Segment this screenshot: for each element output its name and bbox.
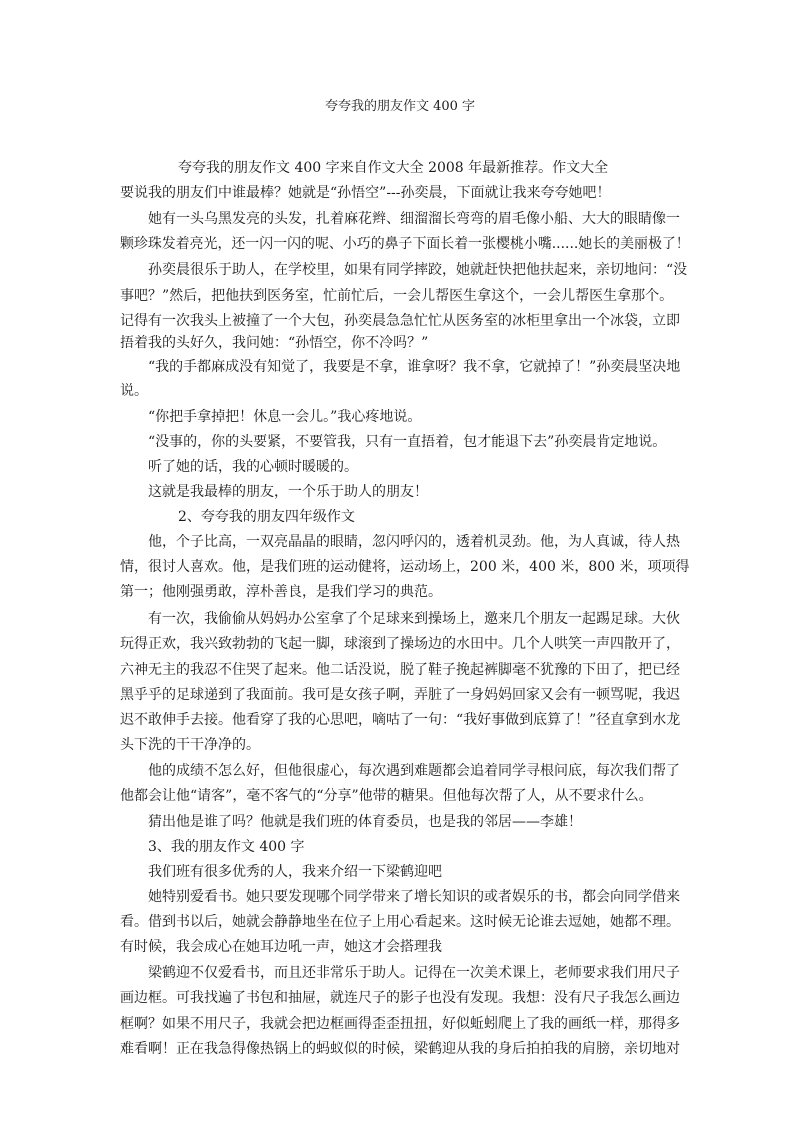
text-line: 猜出他是谁了吗？他就是我们班的体育委员，也是我的邻居——李雄！ (148, 814, 582, 830)
text-line: 捂着我的头好久，我问她：“孙悟空，你不冷吗？” (120, 335, 429, 351)
text-line: 有一次，我偷偷从妈妈办公室拿了个足球来到操场上，邀来几个朋友一起踢足球。大伙 (148, 611, 680, 627)
text-line: 难看啊！正在我急得像热锅上的蚂蚁似的时候，梁鹤迎从我的身后拍拍我的肩膀，亲切地对 (120, 1041, 680, 1057)
text-line: 夸夸我的朋友作文 400 字来自作文大全 2008 年最新推荐。作文大全 (178, 160, 609, 176)
text-line: 记得有一次我头上被撞了一个大包，孙奕晨急急忙忙从医务室的冰柜里拿出一个冰袋，立即 (120, 313, 680, 329)
text-line: 有时候，我会成心在她耳边吼一声，她这才会搭理我 (120, 939, 442, 955)
section-heading: 3、我的朋友作文 400 字 (148, 839, 305, 855)
text-line: “没事的，你的头要紧，不要管我，只有一直捂着，包才能退下去”孙奕晨肯定地说。 (148, 434, 667, 450)
text-line: 这就是我最棒的朋友，一个乐于助人的朋友！ (148, 484, 428, 500)
text-line: 他都会让他“请客”，毫不客气的“分享”他带的糖果。但他每次帮了人，从不要求什么。 (120, 788, 653, 804)
text-line: 六神无主的我忍不住哭了起来。他二话没说，脱了鞋子挽起裤脚毫不犹豫的下田了，把已经 (120, 662, 680, 678)
text-line: 他的成绩不怎么好，但他很虚心，每次遇到难题都会追着同学寻根问底，每次我们帮了 (148, 763, 680, 779)
text-line: “你把手拿掉把！休息一会儿。”我心疼地说。 (148, 409, 422, 425)
text-line: 看。借到书以后，她就会静静地坐在位子上用心看起来。这时候无论谁去逗她，她都不理。 (120, 914, 680, 930)
text-line: 她特别爱看书。她只要发现哪个同学带来了增长知识的或者娱乐的书，都会向同学借来 (148, 889, 680, 905)
section-heading: 2、夸夸我的朋友四年级作文 (178, 509, 355, 525)
text-line: 我们班有很多优秀的人，我来介绍一下梁鹤迎吧 (148, 864, 442, 880)
text-line: “我的手都麻成没有知觉了，我要是不拿，谁拿呀？我不拿，它就掉了！”孙奕晨坚决地 (148, 359, 681, 375)
document-title: 夸夸我的朋友作文 400 字 (324, 99, 476, 114)
text-line: 玩得正欢，我兴致勃勃的飞起一脚，球滚到了操场边的水田中。几个人哄笑一声四散开了， (120, 636, 680, 652)
text-line: 要说我的朋友们中谁最棒？她就是“孙悟空”---孙奕晨，下面就让我来夸夸她吧！ (120, 185, 611, 201)
text-line: 画边框。可我找遍了书包和抽屉，就连尺子的影子也没有发现。我想：没有尺子我怎么画边 (120, 990, 680, 1006)
text-line: 框啊？如果不用尺子，我就会把边框画得歪歪扭扭，好似蚯蚓爬上了我的画纸一样，那得多 (120, 1016, 680, 1032)
text-line: 颗珍珠发着亮光，还一闪一闪的呢、小巧的鼻子下面长着一张樱桃小嘴......她长的美丽极了！ (120, 236, 690, 252)
text-line: 第一；他刚强勇敢，淳朴善良，是我们学习的典范。 (120, 584, 442, 600)
text-line: 事吧？”然后，把他扶到医务室，忙前忙后，一会儿帮医生拿这个，一会儿帮医生拿那个。 (120, 288, 674, 304)
text-line: 她有一头乌黑发亮的头发，扎着麻花辫、细溜溜长弯弯的眉毛像小船、大大的眼睛像一 (148, 211, 680, 227)
text-line: 迟不敢伸手去接。他看穿了我的心思吧，嘀咕了一句：“我好事做到底算了！”径直拿到水龙 (120, 712, 681, 728)
text-line: 黑乎乎的足球递到了我面前。我可是女孩子啊，弄脏了一身妈妈回家又会有一顿骂呢，我迟 (120, 687, 680, 703)
text-line: 头下洗的干干净净的。 (120, 737, 260, 753)
text-line: 情，很讨人喜欢。他，是我们班的运动健将，运动场上，200 米，400 米，800 米，项项得 (120, 559, 690, 575)
text-line: 说。 (120, 383, 148, 399)
text-line: 梁鹤迎不仅爱看书，而且还非常乐于助人。记得在一次美术课上，老师要求我们用尺子 (148, 965, 680, 981)
text-line: 他，个子比高，一双亮晶晶的眼睛，忽闪呼闪的，透着机灵劲。他，为人真诚，待人热 (148, 534, 680, 550)
text-line: 孙奕晨很乐于助人，在学校里，如果有同学摔跤，她就赶快把他扶起来，亲切地问：“没 (148, 262, 688, 278)
text-line: 听了她的话，我的心顿时暖暖的。 (148, 459, 358, 475)
